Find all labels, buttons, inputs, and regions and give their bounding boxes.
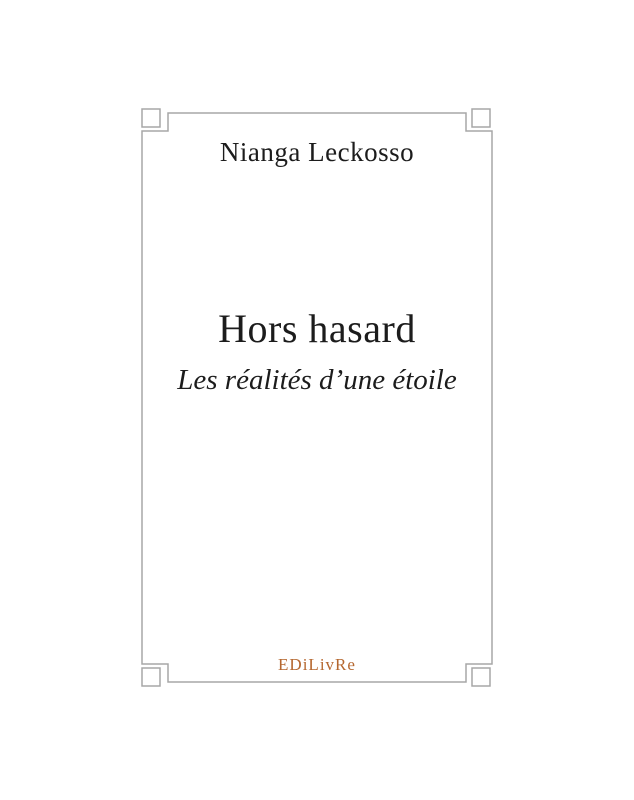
author-name: Nianga Leckosso xyxy=(219,137,415,167)
publisher-logo: EDiLivRe xyxy=(278,655,356,674)
frame-border xyxy=(142,113,492,682)
book-title: Hors hasard xyxy=(218,306,416,351)
book-subtitle: Les réalités d’une étoile xyxy=(177,364,457,396)
corner-square-top-right xyxy=(472,109,490,127)
corner-square-top-left xyxy=(142,109,160,127)
